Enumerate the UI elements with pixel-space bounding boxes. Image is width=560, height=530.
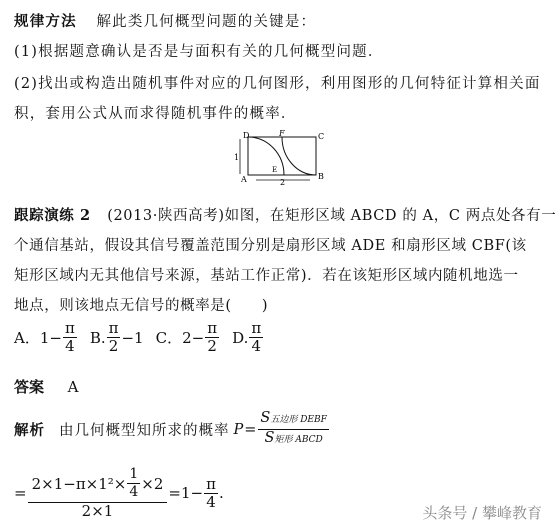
result-final-den: 4: [206, 492, 216, 511]
option-b-num: π: [108, 319, 119, 337]
result-line: [14, 466, 224, 520]
method-intro: 解此类几何概型问题的关键是：: [96, 14, 317, 30]
label-2: 2: [280, 178, 286, 186]
answer-label: 答案: [14, 378, 45, 396]
result-end: .: [218, 484, 224, 502]
exercise-text-1: 如图，在矩形区域 ABCD 的 A，C 两点处各有一: [224, 208, 557, 224]
exercise-line-2: 个通信基站，假设其信号覆盖范围分别是扇形区域 ADE 和扇形区域 CBF(该: [14, 238, 527, 254]
exercise-line-4: 地点，则该地点无信号的概率是( ): [14, 298, 269, 314]
option-b-label: B.: [89, 328, 106, 347]
option-c-num: π: [207, 319, 218, 337]
label-a: A: [241, 175, 247, 184]
method-point-2-line-1: (2)找出或构造出随机事件对应的几何图形，利用图形的几何特征计算相关面: [14, 76, 541, 92]
method-point-2-line-2: 积，套用公式从而求得随机事件的概率．: [14, 106, 297, 122]
option-d-num: π: [251, 319, 262, 337]
analysis-den-s: S: [264, 430, 275, 446]
analysis-num-sub: 五边形 DEBF: [270, 415, 327, 425]
label-d: D: [243, 131, 250, 140]
exercise-line-1: [14, 204, 556, 225]
result-eq2: =1−: [168, 484, 204, 502]
option-b-post: −1: [121, 328, 144, 347]
option-a-fraction: [63, 320, 77, 355]
rectangle-figure: [234, 130, 324, 186]
analysis-eq: =: [244, 421, 258, 438]
options-row: [14, 320, 264, 355]
result-final-num: π: [206, 474, 216, 493]
sector-cbf-arc: [282, 137, 316, 175]
label-b: B: [318, 172, 324, 181]
result-numerator: [28, 466, 168, 503]
option-c-fraction: [205, 320, 219, 355]
analysis-num-s: S: [260, 410, 271, 426]
analysis-label: 解析: [14, 422, 45, 439]
label-e: E: [272, 166, 278, 174]
option-c-label: C．: [155, 329, 183, 347]
option-a-pre: 1−: [39, 328, 62, 347]
option-b-fraction: [107, 320, 121, 355]
result-num-mid: π×1²×: [75, 474, 127, 493]
option-d-fraction: [249, 320, 263, 355]
answer-value: A: [67, 378, 79, 396]
analysis-denominator: [263, 430, 325, 449]
result-main-fraction: [28, 466, 168, 520]
method-line: [14, 10, 316, 31]
result-num-pre: 2×1−: [31, 474, 76, 493]
analysis-numerator: [258, 410, 328, 430]
label-1: 1: [234, 153, 240, 162]
answer-line: [14, 376, 78, 397]
option-a-label: A．: [14, 329, 40, 347]
label-c: C: [318, 132, 324, 141]
method-heading: 规律方法: [14, 13, 77, 30]
option-c-den: 2: [207, 337, 217, 355]
option-c-pre: 2−: [182, 328, 205, 347]
result-inner-fraction: [127, 466, 140, 501]
label-f: F: [279, 130, 285, 138]
analysis-text: 由几何概型知所求的概率: [59, 423, 230, 439]
option-a-num: π: [64, 319, 75, 337]
watermark: 头条号 / 攀峰教育: [418, 501, 546, 524]
sector-ade-arc: [248, 137, 284, 175]
option-b-den: 2: [108, 337, 119, 355]
result-inner-den: 4: [129, 484, 139, 500]
option-d-label: D.: [232, 328, 249, 347]
result-eq1: =: [14, 484, 27, 502]
exercise-line-3: 矩形区域内无其他信号来源，基站工作正常)．若在该矩形区域内随机地选一: [14, 268, 519, 284]
result-num-post: ×2: [141, 474, 164, 493]
result-denominator: 2×1: [81, 502, 114, 520]
result-inner-num: 1: [129, 466, 139, 482]
option-d-den: 4: [251, 337, 262, 355]
result-final-fraction: [204, 476, 218, 511]
analysis-fraction: [258, 410, 328, 449]
method-point-1: (1)根据题意确认是否是与面积有关的几何概型问题．: [14, 44, 384, 60]
analysis-line: [14, 410, 330, 449]
exercise-heading: 跟踪演练 2: [14, 207, 91, 224]
analysis-den-sub: 矩形 ABCD: [274, 435, 323, 445]
analysis-p: P: [233, 421, 245, 438]
option-a-den: 4: [65, 337, 75, 355]
exercise-source: (2013·陕西高考): [107, 208, 225, 224]
